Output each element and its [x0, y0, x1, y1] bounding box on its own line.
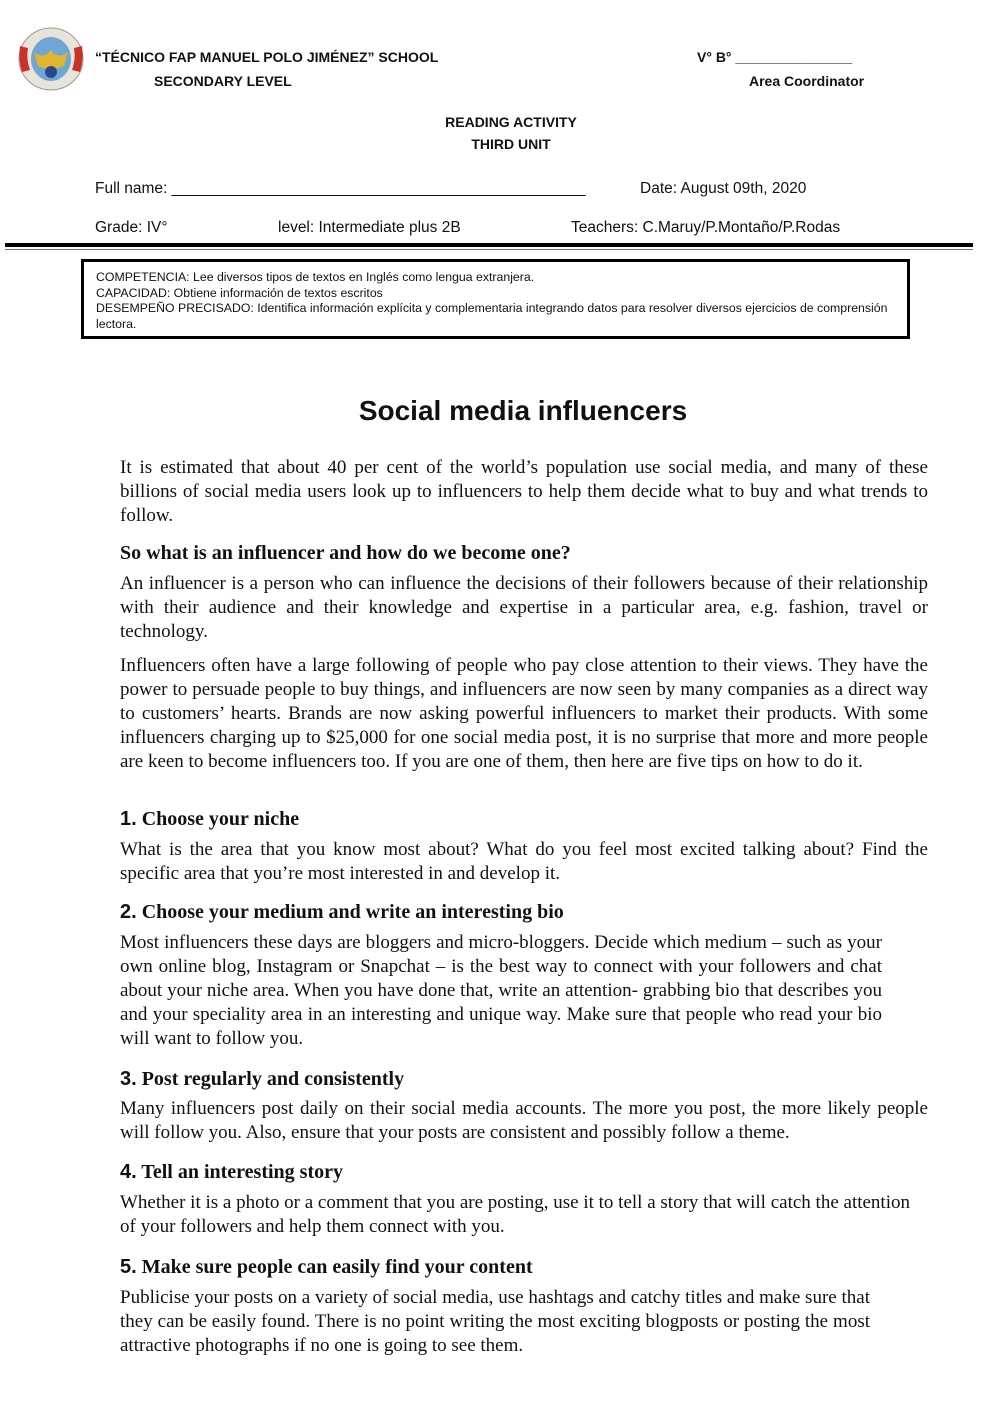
approval-line: V° B° _______________	[697, 49, 853, 65]
tip-text: Many influencers post daily on their social media accounts. The more you post, the more likely people will follow you. Also, ensure that your posts are consistent and possibly follow a theme.	[120, 1098, 928, 1143]
tip-heading: 5. Make sure people can easily find your content	[120, 1256, 533, 1278]
divider-thin	[5, 249, 973, 250]
tip-text: Most influencers these days are bloggers and micro-bloggers. Decide which medium – such as your own online blog, Instagram or Snapchat – is the best way to connect with your followers and chat about your niche area. When you have done that, write an attention- grabbing bio that describes you and your speciality area in an interesting and unique way. Make sure that people who read your bio will want to follow you.	[120, 932, 882, 1049]
tip-heading: 2. Choose your medium and write an interesting bio	[120, 901, 564, 923]
school-level: SECONDARY LEVEL	[154, 73, 292, 89]
article-title: Social media influencers	[358, 395, 688, 426]
competencia-box	[81, 259, 910, 339]
paragraph-3: Influencers often have a large following of people who pay close attention to their views. They have the power to persuade people to buy things, and influencers are now seen by many companies as a direct way to customers’ hearts. Brands are now asking powerful influencers to market their products. With some influencers charging up to $25,000 for one social media post, it is no surprise that more and more people are keen to become influencers too. If you are one of them, then here are five tips on how to do it.	[120, 655, 928, 772]
competencia: COMPETENCIA: Lee diversos tipos de textos en Inglés como lengua extranjera.	[96, 270, 535, 284]
desempeno: DESEMPEÑO PRECISADO: Identifica información explícita y complementaria integrando datos para resolver diversos ejercicios de comprensión lectora.	[96, 301, 888, 331]
subheading: So what is an influencer and how do we become one?	[120, 542, 571, 564]
full-name-field[interactable]: Full name: ________________________________________________	[95, 180, 586, 197]
capacidad: CAPACIDAD: Obtiene información de textos escritos	[96, 285, 383, 300]
tip-heading: 4. Tell an interesting story	[120, 1161, 343, 1183]
intro-paragraph: It is estimated that about 40 per cent of the world’s population use social media, and many of these billions of social media users look up to influencers to help them decide what to buy and what trends to follow.	[120, 457, 928, 526]
school-name: “TÉCNICO FAP MANUEL POLO JIMÉNEZ” SCHOOL	[95, 49, 439, 65]
grade: Grade: IV°	[95, 219, 168, 236]
school-logo-icon	[16, 26, 86, 92]
tip-heading: 3. Post regularly and consistently	[120, 1068, 405, 1090]
paragraph-2: An influencer is a person who can influence the decisions of their followers because of their relationship with their audience and their knowledge and expertise in a particular area, e.g. fashion, travel or technology.	[120, 573, 928, 642]
tip-text: Publicise your posts on a variety of social media, use hashtags and catchy titles and make sure that they can be easily found. There is no point writing the most exciting blogposts or posting the most attractive photographs if no one is going to see them.	[120, 1287, 870, 1356]
tip-heading: 1. Choose your niche	[120, 808, 300, 830]
tip-text: Whether it is a photo or a comment that you are posting, use it to tell a story that will catch the attention of your followers and help them connect with you.	[120, 1192, 910, 1237]
divider	[5, 243, 973, 247]
teachers: Teachers: C.Maruy/P.Montaño/P.Rodas	[571, 219, 841, 236]
date: Date: August 09th, 2020	[640, 180, 807, 197]
area-coordinator: Area Coordinator	[749, 73, 865, 89]
unit-title: THIRD UNIT	[471, 136, 551, 152]
level: level: Intermediate plus 2B	[278, 219, 461, 236]
activity-title: READING ACTIVITY	[445, 114, 577, 130]
tip-text: What is the area that you know most about? What do you feel most excited talking about? Find the specific area that you’re most interested in and develop it.	[120, 839, 928, 884]
